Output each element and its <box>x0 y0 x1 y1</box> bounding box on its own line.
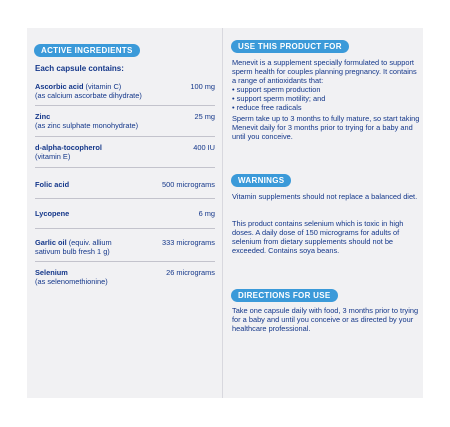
ingredient-detail: (equiv. allium <box>66 238 112 247</box>
capsule-contents-heading: Each capsule contains: <box>35 64 124 73</box>
ingredient-name: Selenium <box>35 268 68 277</box>
active-ingredients-title: ACTIVE INGREDIENTS <box>34 44 140 57</box>
ingredient-detail-line2: sativum bulb fresh 1 g) <box>35 247 110 256</box>
ingredient-detail-line2: (vitamin E) <box>35 152 71 161</box>
ingredient-detail-line2: (as zinc sulphate monohydrate) <box>35 121 139 130</box>
ingredient-name: Garlic oil <box>35 238 67 247</box>
ingredient-row <box>35 268 215 286</box>
ingredient-detail: (vitamin C) <box>83 82 122 91</box>
ingredient-amount: 25 mg <box>194 112 215 121</box>
ingredient-row <box>35 82 215 100</box>
ingredient-amount: 26 micrograms <box>166 268 215 277</box>
ingredient-name: Ascorbic acid <box>35 82 84 91</box>
ingredient-name: Zinc <box>35 112 51 121</box>
use-this-product-title: USE THIS PRODUCT FOR <box>231 40 349 53</box>
ingredient-name: d-alpha-tocopherol <box>35 143 102 152</box>
row-divider <box>35 228 215 229</box>
product-info-panel <box>223 28 423 398</box>
product-intro-text: Menevit is a supplement specially formulated to support sperm health for couples planning pregnancy. It contains a range of antioxidants that: <box>232 58 417 85</box>
ingredient-row <box>35 143 215 161</box>
ingredient-detail-line2: (as selenomethionine) <box>35 277 108 286</box>
row-divider <box>35 198 215 199</box>
benefit-item: • reduce free radicals <box>232 103 302 112</box>
ingredient-amount: 333 micrograms <box>162 238 215 247</box>
ingredient-name: Lycopene <box>35 209 70 218</box>
ingredient-amount: 6 mg <box>198 209 215 218</box>
row-divider <box>35 167 215 168</box>
ingredient-row <box>35 112 215 130</box>
ingredient-detail-line2: (as calcium ascorbate dihydrate) <box>35 91 142 100</box>
benefit-list <box>232 85 422 112</box>
benefit-item: • support sperm motility; and <box>232 94 326 103</box>
warning-text-2: This product contains selenium which is toxic in high doses. A daily dose of 150 micrograms for adults of selenium from dietary supplements should not be exceeded. Contains soya beans. <box>232 219 404 255</box>
row-divider <box>35 261 215 262</box>
row-divider <box>35 136 215 137</box>
benefit-item: • support sperm production <box>232 85 321 94</box>
ingredient-name: Folic acid <box>35 180 70 189</box>
ingredient-row <box>35 238 215 256</box>
ingredient-amount: 500 micrograms <box>162 180 215 189</box>
ingredient-row <box>35 209 215 218</box>
directions-text: Take one capsule daily with food, 3 months prior to trying for a baby and until you conceive or as directed by your healthcare professional. <box>232 306 419 333</box>
ingredient-row <box>35 180 215 189</box>
warnings-title: WARNINGS <box>231 174 291 187</box>
row-divider <box>35 105 215 106</box>
ingredient-amount: 100 mg <box>190 82 215 91</box>
active-ingredients-panel <box>27 28 223 398</box>
warning-text-1: Vitamin supplements should not replace a balanced diet. <box>232 192 418 201</box>
directions-title: DIRECTIONS FOR USE <box>231 289 338 302</box>
ingredient-amount: 400 IU <box>193 143 215 152</box>
maturity-note-text: Sperm take up to 3 months to fully mature, so start taking Menevit daily for 3 months prior to trying for a baby and until you conceive. <box>232 114 420 141</box>
